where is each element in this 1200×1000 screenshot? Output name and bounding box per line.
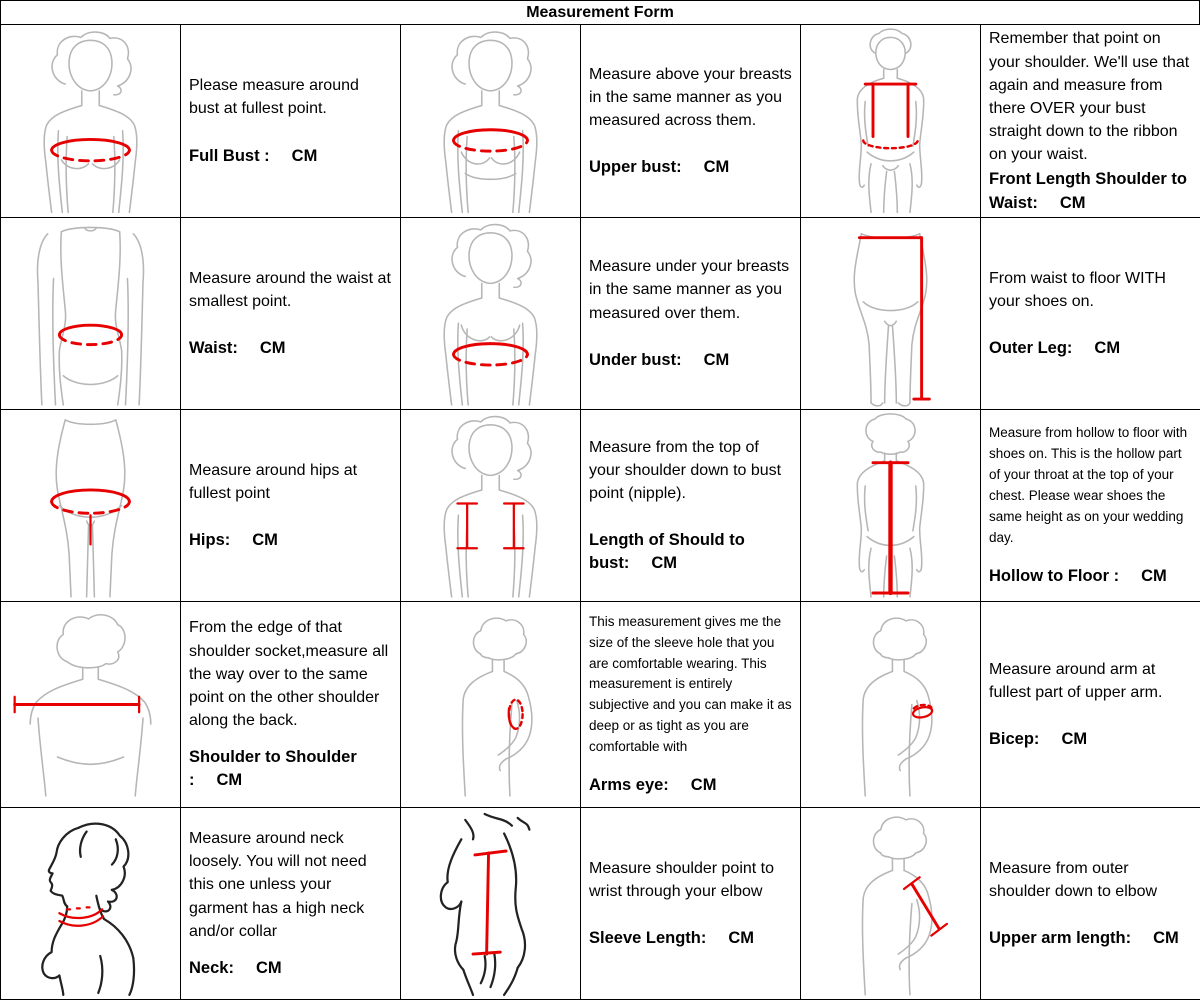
cell-figure-shoulder-to-bust: [401, 410, 581, 602]
unit-cm: CM: [291, 146, 318, 165]
upper-arm-length-figure: [803, 810, 978, 997]
cell-text-shoulder-to-shoulder: [181, 602, 401, 808]
cell-text-sleeve-length: [581, 808, 801, 1000]
sleeve-length-figure: [403, 810, 578, 997]
cell-figure-hollow-to-floor: [801, 410, 981, 602]
unit-cm: CM: [1153, 929, 1179, 948]
unit-cm: CM: [690, 776, 717, 795]
cell-text-full-bust: [181, 25, 401, 218]
full-bust-figure: [3, 27, 178, 215]
cell-figure-hips: [1, 410, 181, 602]
shoulder-to-shoulder-figure: [3, 604, 178, 805]
instruction-bicep: Measure around arm at fullest part of upper arm.: [989, 660, 1163, 701]
label-sleeve-length: Sleeve Length: CM: [589, 929, 755, 948]
instruction-sleeve-length: Measure shoulder point to wrist through your elbow: [589, 859, 774, 900]
unit-cm: CM: [728, 929, 755, 948]
instruction-arms-eye: This measurement gives me the size of the sleeve hole that you are comfortable wearing. This measurement is entirely subjective and you can make it as deep or as tight as you are comfortable with: [589, 613, 792, 755]
hollow-to-floor-figure: [803, 412, 978, 599]
neck-band-dots: [67, 907, 89, 909]
unit-cm: CM: [1059, 193, 1086, 212]
instruction-outer-leg: From waist to floor WITH your shoes on.: [989, 269, 1166, 310]
unit-cm: CM: [1061, 730, 1088, 749]
shoulder-bust-left-line: [457, 504, 476, 549]
label-shoulder-to-shoulder: Shoulder to Shoulder : CM: [189, 748, 357, 790]
under-bust-arc: [454, 344, 528, 355]
label-arms-eye: Arms eye: CM: [589, 776, 717, 795]
cell-text-waist: [181, 218, 401, 410]
cell-text-hollow-to-floor: [981, 410, 1200, 602]
unit-cm: CM: [703, 350, 730, 369]
instruction-upper-bust: Measure above your breasts in the same manner as you measured across them.: [589, 65, 792, 130]
shoulder-bust-right-line: [504, 504, 523, 549]
waist-measure-dashed-arc: [59, 335, 121, 345]
cell-text-upper-arm-length: [981, 808, 1200, 1000]
bicep-figure: [803, 604, 978, 805]
front-length-figure: [803, 27, 978, 215]
hips-measure-dashed-arc: [52, 502, 130, 514]
label-hips: Hips: CM: [189, 531, 278, 550]
label-bicep: Bicep: CM: [989, 730, 1088, 749]
cell-figure-shoulder-to-shoulder: [1, 602, 181, 808]
front-length-waist-dashes: [863, 140, 917, 148]
unit-cm: CM: [1141, 566, 1167, 585]
cell-figure-upper-bust: [401, 25, 581, 218]
cell-figure-full-bust: [1, 25, 181, 218]
label-upper-arm-length: Upper arm length: CM: [989, 929, 1179, 948]
instruction-full-bust: Please measure around bust at fullest point.: [189, 77, 359, 118]
label-front-length: Front Length Shoulder to Waist: CM: [989, 170, 1187, 212]
front-length-lines: [873, 84, 908, 137]
cell-text-neck: [181, 808, 401, 1000]
label-upper-bust: Upper bust: CM: [589, 158, 730, 177]
label-neck: Neck: CM: [189, 958, 282, 977]
bust-measure-dashed-arc: [52, 150, 130, 161]
hips-figure: [3, 412, 178, 599]
instruction-hollow-to-floor: Measure from hollow to floor with shoes on. This is the hollow part of your throat at the top of your chest. Please wear shoes the same height as on your wedding day.: [989, 425, 1188, 545]
measurement-grid: [1, 25, 1200, 1000]
under-bust-dashed-arc: [454, 354, 528, 365]
hips-measure-arc: [52, 490, 130, 502]
label-outer-leg: Outer Leg: CM: [989, 339, 1121, 358]
cell-figure-waist: [1, 218, 181, 410]
label-under-bust: Under bust: CM: [589, 350, 730, 369]
unit-cm: CM: [259, 339, 286, 358]
upper-arm-line: [912, 884, 939, 929]
label-hollow-to-floor: Hollow to Floor : CM: [989, 566, 1167, 585]
neck-figure: [3, 810, 178, 997]
arms-eye-figure: [403, 604, 578, 805]
instruction-hips: Measure around hips at fullest point: [189, 461, 358, 502]
instruction-under-bust: Measure under your breasts in the same manner as you measured over them.: [589, 258, 790, 322]
label-full-bust: Full Bust : CM: [189, 146, 318, 165]
sleeve-top-tick: [475, 851, 506, 855]
cell-text-arms-eye: [581, 602, 801, 808]
cell-figure-sleeve-length: [401, 808, 581, 1000]
unit-cm: CM: [252, 531, 278, 550]
outer-leg-figure: [803, 220, 978, 407]
unit-cm: CM: [216, 771, 243, 790]
instruction-upper-arm-length: Measure from outer shoulder down to elbow: [989, 859, 1158, 900]
cell-figure-outer-leg: [801, 218, 981, 410]
cell-figure-bicep: [801, 602, 981, 808]
unit-cm: CM: [1094, 339, 1121, 358]
instruction-waist: Measure around the waist at smallest point.: [189, 269, 391, 310]
cell-text-front-length: [981, 25, 1200, 218]
page-title: Measurement Form: [1, 1, 1200, 25]
label-waist: Waist: CM: [189, 339, 286, 358]
instruction-shoulder-to-shoulder: From the edge of that shoulder socket,measure all the way over to the same point on the other shoulder along the back.: [189, 619, 389, 730]
upper-bust-dashed-arc: [454, 140, 528, 151]
cell-figure-arms-eye: [401, 602, 581, 808]
instruction-shoulder-to-bust: Measure from the top of your shoulder down to bust point (nipple).: [589, 438, 782, 502]
unit-cm: CM: [651, 554, 677, 573]
cell-text-bicep: [981, 602, 1200, 808]
sleeve-bottom-tick: [473, 952, 500, 954]
cell-figure-neck: [1, 808, 181, 1000]
instruction-front-length: Remember that point on your shoulder. We'll use that again and measure from there OVER your bust straight down to the ribbon on your waist.: [989, 30, 1190, 164]
sleeve-length-line: [487, 853, 489, 954]
cell-text-upper-bust: [581, 25, 801, 218]
cell-text-under-bust: [581, 218, 801, 410]
waist-figure: [3, 220, 178, 407]
cell-figure-upper-arm-length: [801, 808, 981, 1000]
waist-measure-arc: [59, 325, 121, 335]
cell-text-shoulder-to-bust: [581, 410, 801, 602]
upper-bust-arc: [454, 130, 528, 141]
cell-figure-front-length: [801, 25, 981, 218]
label-shoulder-to-bust: Length of Should to bust: CM: [589, 531, 745, 573]
cell-figure-under-bust: [401, 218, 581, 410]
cell-text-hips: [181, 410, 401, 602]
cell-text-outer-leg: [981, 218, 1200, 410]
upper-bust-figure: [403, 27, 578, 215]
shoulder-to-bust-figure: [403, 412, 578, 599]
unit-cm: CM: [255, 958, 282, 977]
unit-cm: CM: [703, 158, 730, 177]
bust-measure-arc: [52, 139, 130, 150]
under-bust-figure: [403, 220, 578, 407]
instruction-neck: Measure around neck loosely. You will not need this one unless your garment has a high neck and/or collar: [189, 829, 367, 940]
